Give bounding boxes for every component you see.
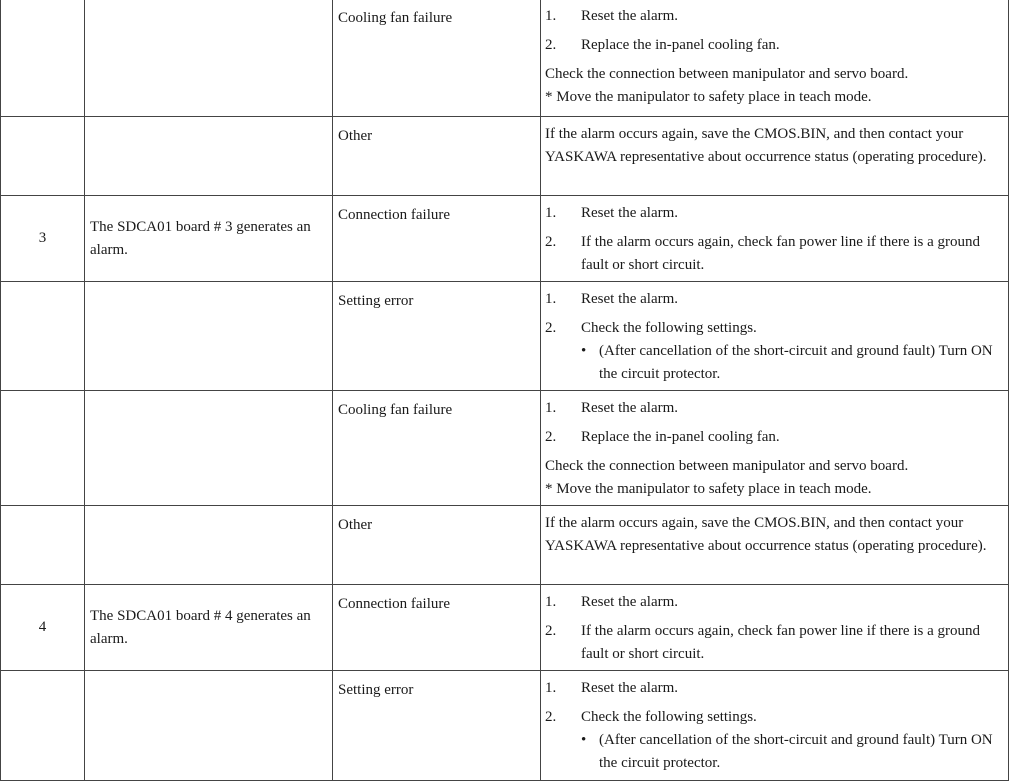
step-text: Replace the in-panel cooling fan. (581, 429, 780, 445)
cause-cell: Connection failure (333, 585, 541, 671)
alarm-number-cell (1, 117, 85, 196)
table-row (1, 282, 1009, 391)
cause-cell: Other (333, 117, 541, 196)
remedy-paragraph: If the alarm occurs again, save the CMOS.BIN, and then contact your YASKAWA representative about occurrence status (operating procedure). (545, 126, 987, 165)
alarm-number-cell (1, 282, 85, 391)
remedy-bullet (545, 340, 1004, 386)
bullet-text: (After cancellation of the short-circuit and ground fault) Turn ON the circuit protector. (599, 732, 993, 771)
remedy-step (545, 317, 1004, 340)
bullet-icon: • (581, 343, 587, 359)
remedy-cell (541, 585, 1009, 671)
cause-cell: Setting error (333, 282, 541, 391)
remedy-note: Check the connection between manipulator and servo board. (545, 66, 909, 82)
table-row (1, 117, 1009, 196)
step-text: Check the following settings. (581, 320, 757, 336)
table-row (1, 0, 1009, 117)
remedy-paragraph: If the alarm occurs again, save the CMOS.BIN, and then contact your YASKAWA representative about occurrence status (operating procedure). (545, 515, 987, 554)
step-number: 2. (545, 320, 557, 336)
remedy-step (545, 202, 1004, 225)
step-number: 2. (545, 234, 557, 250)
step-number: 2. (545, 37, 557, 53)
step-number: 2. (545, 709, 557, 725)
remedy-step (545, 426, 1004, 449)
step-number: 1. (545, 594, 557, 610)
remedy-step (545, 288, 1004, 311)
alarm-number-cell: 3 (1, 196, 85, 282)
remedy-note: Check the connection between manipulator and servo board. (545, 458, 909, 474)
step-text: Reset the alarm. (581, 291, 679, 307)
step-text: Reset the alarm. (581, 400, 679, 416)
step-number: 2. (545, 623, 557, 639)
remedy-step (545, 706, 1004, 729)
table-row (1, 585, 1009, 671)
remedy-step (545, 591, 1004, 614)
remedy-cell (541, 282, 1009, 391)
alarm-number-cell (1, 0, 85, 117)
remedy-cell (541, 671, 1009, 781)
step-text: Reset the alarm. (581, 205, 679, 221)
remedy-step (545, 34, 1004, 57)
cause-cell: Cooling fan failure (333, 391, 541, 506)
table-row (1, 391, 1009, 506)
step-number: 1. (545, 8, 557, 24)
alarm-description-cell (85, 0, 333, 117)
remedy-bullet (545, 729, 1004, 775)
table-row (1, 671, 1009, 781)
remedy-cell (541, 506, 1009, 585)
cause-cell: Other (333, 506, 541, 585)
alarm-description-cell: The SDCA01 board # 4 generates an alarm. (85, 585, 333, 671)
table-row (1, 506, 1009, 585)
alarm-description-cell (85, 117, 333, 196)
bullet-icon: • (581, 732, 587, 748)
step-text: Check the following settings. (581, 709, 757, 725)
alarm-number-cell (1, 671, 85, 781)
bullet-text: (After cancellation of the short-circuit and ground fault) Turn ON the circuit protector. (599, 343, 993, 382)
cause-cell: Connection failure (333, 196, 541, 282)
step-number: 1. (545, 205, 557, 221)
alarm-description-cell (85, 671, 333, 781)
alarm-description-cell (85, 506, 333, 585)
remedy-step (545, 620, 1004, 666)
step-text: If the alarm occurs again, check fan power line if there is a ground fault or short circuit. (581, 623, 980, 662)
remedy-step (545, 397, 1004, 420)
step-text: Reset the alarm. (581, 8, 679, 24)
remedy-cell (541, 391, 1009, 506)
remedy-note: * Move the manipulator to safety place in teach mode. (545, 481, 872, 497)
step-text: If the alarm occurs again, check fan power line if there is a ground fault or short circuit. (581, 234, 980, 273)
alarm-description-cell (85, 391, 333, 506)
step-text: Reset the alarm. (581, 594, 679, 610)
remedy-cell (541, 0, 1009, 117)
remedy-note: * Move the manipulator to safety place in teach mode. (545, 89, 872, 105)
step-text: Reset the alarm. (581, 680, 679, 696)
alarm-number-cell (1, 506, 85, 585)
alarm-number-cell: 4 (1, 585, 85, 671)
alarm-number-cell (1, 391, 85, 506)
table-row (1, 196, 1009, 282)
remedy-cell (541, 196, 1009, 282)
cause-cell: Setting error (333, 671, 541, 781)
step-number: 2. (545, 429, 557, 445)
step-number: 1. (545, 291, 557, 307)
remedy-step (545, 231, 1004, 277)
remedy-step (545, 677, 1004, 700)
step-number: 1. (545, 400, 557, 416)
step-number: 1. (545, 680, 557, 696)
alarm-description-cell: The SDCA01 board # 3 generates an alarm. (85, 196, 333, 282)
remedy-cell (541, 117, 1009, 196)
remedy-step (545, 5, 1004, 28)
alarm-description-cell (85, 282, 333, 391)
cause-cell: Cooling fan failure (333, 0, 541, 117)
step-text: Replace the in-panel cooling fan. (581, 37, 780, 53)
